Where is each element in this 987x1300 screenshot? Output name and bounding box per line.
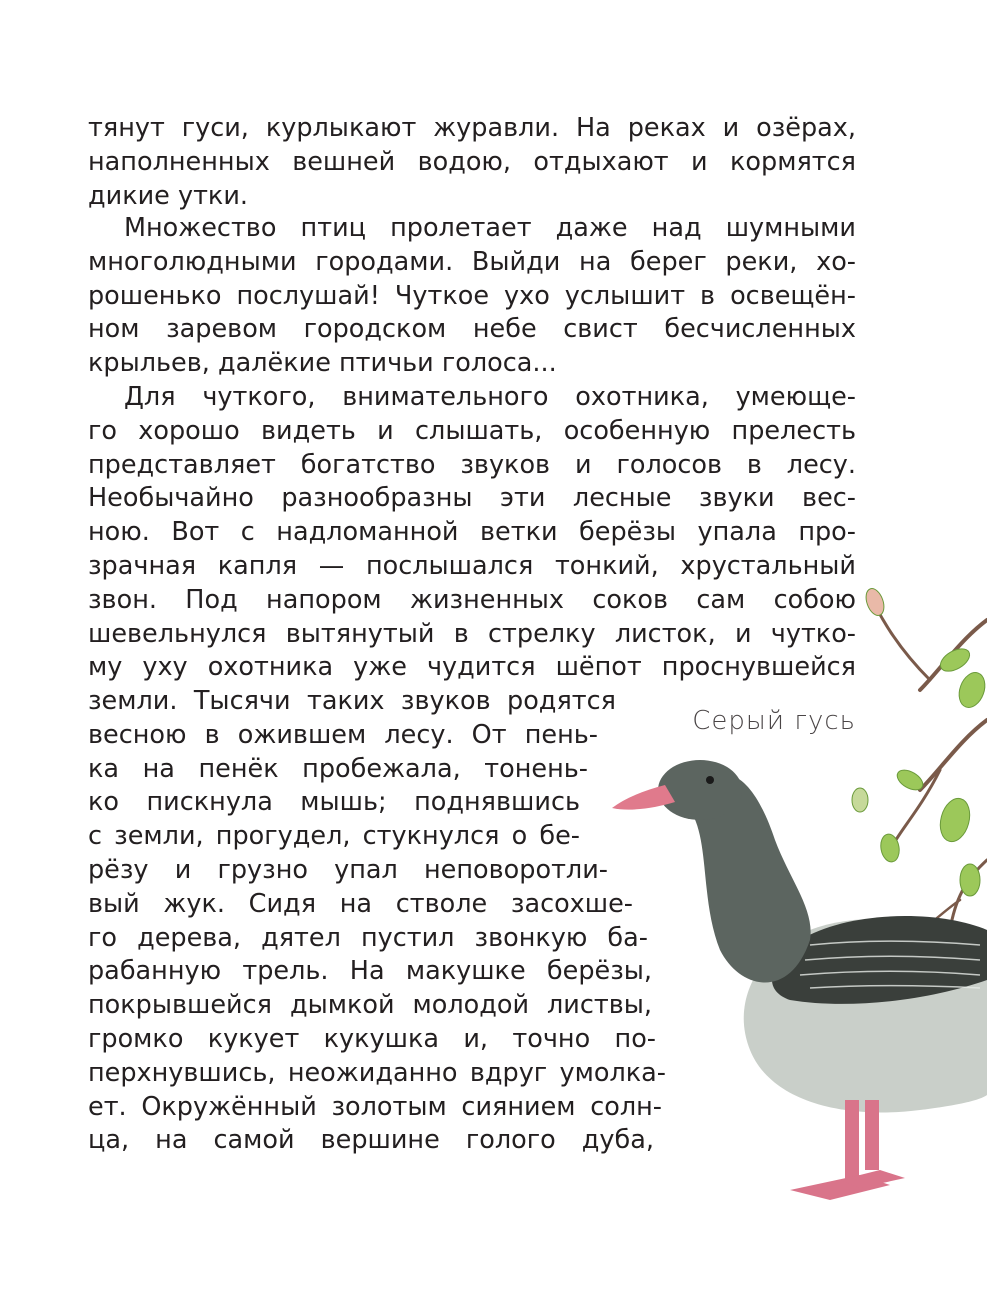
text-line: крыльев, далёкие птичьи голоса...	[88, 348, 557, 379]
text-line: перхнувшись, неожиданно вдруг умолка-	[88, 1057, 666, 1088]
text-line: го хорошо видеть и слышать, особенную прелесть	[88, 415, 856, 446]
text-line: ет. Окружённый золотым сиянием солн-	[88, 1091, 662, 1122]
text-line: ною. Вот с надломанной ветки берёзы упала про-	[88, 517, 856, 548]
goose-body	[612, 760, 987, 1200]
text-line: ном заревом городском небе свист бесчисленных	[88, 314, 856, 345]
text-line: дикие утки.	[88, 180, 248, 211]
text-line: громко кукует кукушка и, точно по-	[88, 1023, 656, 1054]
text-line: наполненных вешней водою, отдыхают и кормятся	[88, 146, 856, 177]
text-line: Для чуткого, внимательного охотника, умеюще-	[124, 382, 856, 412]
text-line: Необычайно разнообразны эти лесные звуки вес-	[88, 483, 856, 514]
text-line: ка на пенёк пробежала, тонень-	[88, 753, 588, 784]
text-line: земли. Тысячи таких звуков родятся	[88, 686, 616, 716]
text-line: покрывшейся дымкой молодой листвы,	[88, 990, 652, 1021]
text-line: весною в ожившем лесу. От пень-	[88, 719, 598, 750]
text-line: ко пискнула мышь; поднявшись	[88, 787, 580, 818]
paragraph-1	[88, 112, 856, 213]
grey-goose-icon	[560, 580, 987, 1220]
text-line: зрачная капля — послышался тонкий, хрустальный	[88, 550, 856, 581]
text-line: с земли, прогудел, стукнулся о бе-	[88, 821, 580, 852]
text-line: многолюдными городами. Выйди на берег реки, хо-	[88, 246, 856, 277]
text-line: рошенько послушай! Чуткое ухо услышит в освещён-	[88, 280, 856, 311]
text-line: рёзу и грузно упал неповоротли-	[88, 854, 608, 885]
text-line: представляет богатство звуков и голосов в лесу.	[88, 449, 856, 480]
text-line: му уху охотника уже чудится шёпот проснувшейся	[88, 652, 856, 683]
text-line: ца, на самой вершине голого дуба,	[88, 1125, 654, 1156]
text-line: звон. Под напором жизненных соков сам собою	[88, 584, 856, 615]
text-line: го дерева, дятел пустил звонкую ба-	[88, 922, 648, 953]
text-line: тянут гуси, курлыкают журавли. На реках и озёрах,	[88, 113, 856, 143]
illustration-caption: Серый гусь	[692, 706, 856, 736]
paragraph-2	[88, 212, 856, 381]
text-line: шевельнулся вытянутый в стрелку листок, и чутко-	[88, 618, 856, 649]
text-line: Множество птиц пролетает даже над шумными	[124, 213, 856, 243]
text-line: вый жук. Сидя на стволе засохше-	[88, 888, 633, 919]
text-line: рабанную трель. На макушке берёзы,	[88, 956, 652, 987]
